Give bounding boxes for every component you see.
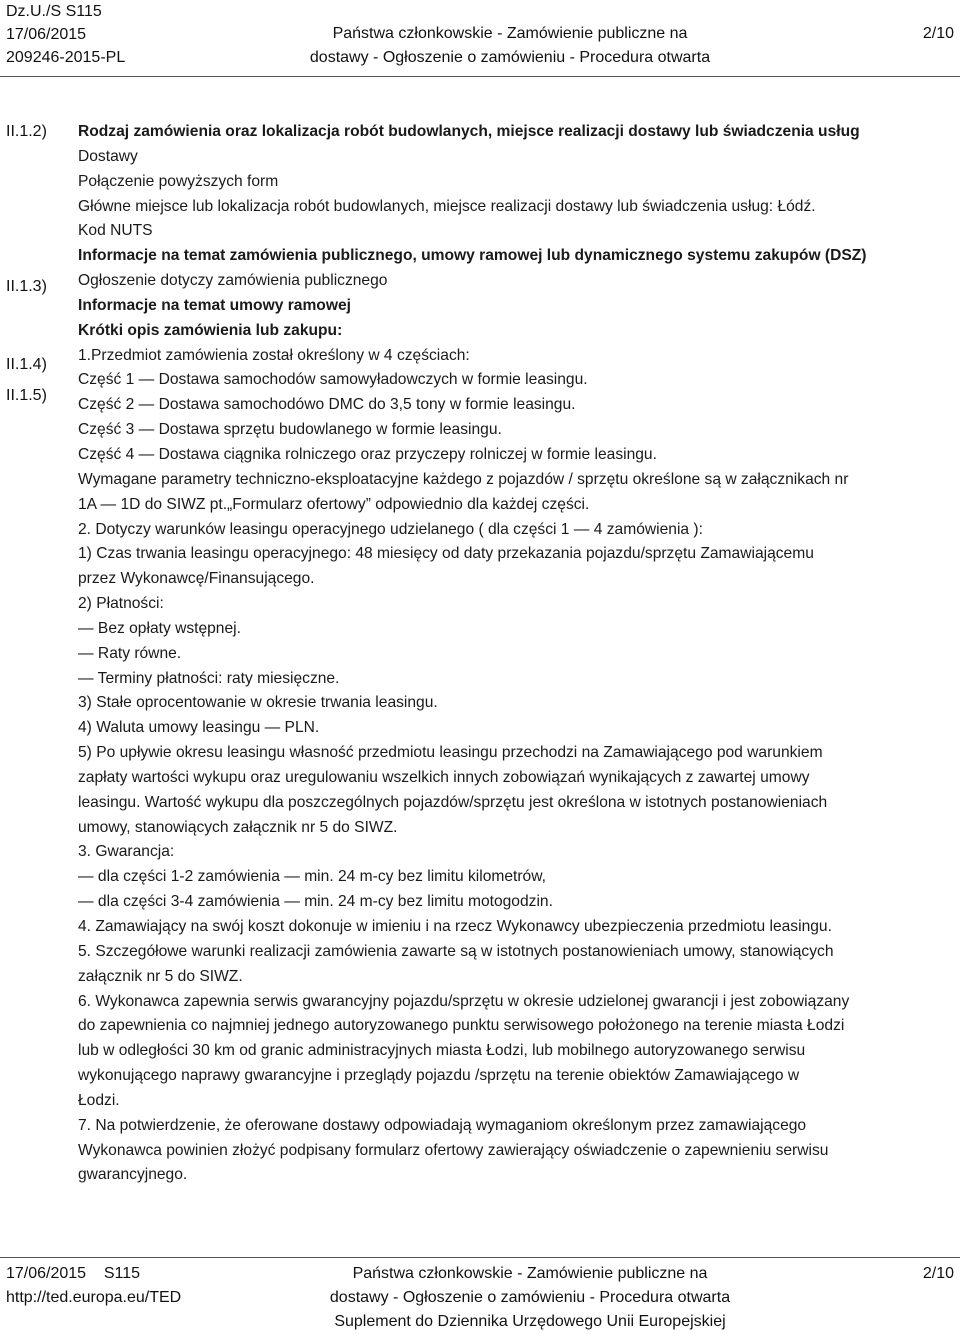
- description-line: leasingu. Wartość wykupu dla poszczególnych pojazdów/sprzętu jest określona w istotnych postanowieniach: [78, 793, 828, 811]
- description-line: 3) Stałe oprocentowanie w okresie trwania leasingu.: [78, 694, 438, 712]
- procurement-info-value: Ogłoszenie dotyczy zamówienia publicznego: [78, 272, 388, 290]
- footer-title-line1: Państwa członkowskie - Zamówienie publiczne na: [352, 1265, 708, 1282]
- description-line: — dla części 1-2 zamówienia — min. 24 m-cy bez limitu kilometrów,: [78, 868, 546, 886]
- description-line: 1A — 1D do SIWZ pt.„Formularz ofertowy” odpowiednio dla każdej części.: [78, 495, 590, 513]
- description-line: 1) Czas trwania leasingu operacyjnego: 48 miesięcy od daty przekazania pojazdu/sprzętu Zamawiającemu: [78, 545, 814, 563]
- section-number-ii-1-2: II.1.2): [6, 123, 47, 140]
- footer-divider: [0, 1257, 960, 1258]
- section-heading-framework: Informacje na temat umowy ramowej: [78, 296, 351, 314]
- notice-body: [78, 120, 958, 1188]
- footer-title-line2: dostawy - Ogłoszenie o zamówieniu - Procedura otwarta: [329, 1289, 731, 1306]
- description-lines: [78, 344, 958, 1189]
- footer-page-number: 2/10: [922, 1265, 954, 1282]
- description-line: zapłaty wartości wykupu oraz uregulowaniu wszelkich innych zobowiązań wynikających z zawartej umowy: [78, 768, 810, 786]
- footer-left: [6, 1262, 181, 1310]
- section-heading-contract-type: Rodzaj zamówienia oraz lokalizacja robót budowlanych, miejsce realizacji dostawy lub świadczenia usług: [78, 123, 860, 140]
- description-line: — Bez opłaty wstępnej.: [78, 619, 241, 637]
- description-line: 3. Gwarancja:: [78, 843, 175, 861]
- description-line: przez Wykonawcę/Finansującego.: [78, 570, 315, 588]
- description-line: 7. Na potwierdzenie, że oferowane dostawy odpowiadają wymaganiom określonym przez zamawiającego: [78, 1116, 807, 1134]
- header-journal: Dz.U./S S115: [6, 3, 102, 20]
- page-header: [0, 0, 960, 72]
- description-line: Część 3 — Dostawa sprzętu budowlanego w formie leasingu.: [78, 421, 502, 439]
- contract-type-value: Dostawy: [78, 147, 138, 165]
- description-line: umowy, stanowiących załącznik nr 5 do SIWZ.: [78, 818, 398, 836]
- description-line: — dla części 3-4 zamówienia — min. 24 m-cy bez limitu motogodzin.: [78, 893, 553, 911]
- footer-date-journal: [6, 1262, 181, 1286]
- description-line: Wykonawca powinien złożyć podpisany formularz ofertowy zawierający oświadczenie o zapewnieniu serwisu: [78, 1141, 829, 1159]
- description-line: — Terminy płatności: raty miesięczne.: [78, 669, 340, 687]
- description-line: do zapewnienia co najmniej jednego autoryzowanego punktu serwisowego położonego na terenie miasta Łodzi: [78, 1017, 845, 1035]
- delivery-location: Główne miejsce lub lokalizacja robót budowlanych, miejsce realizacji dostawy lub świadczenia usług: Łódź.: [78, 197, 816, 215]
- header-title: [260, 22, 760, 70]
- description-line: 4. Zamawiający na swój koszt dokonuje w imieniu i na rzecz Wykonawcy ubezpieczenia przedmiotu leasingu.: [78, 918, 832, 935]
- header-date: 17/06/2015: [6, 26, 87, 43]
- description-line: 6. Wykonawca zapewnia serwis gwarancyjny pojazdu/sprzętu w okresie udzielonej gwarancji i jest zobowiązany: [78, 992, 850, 1010]
- header-title-line1: Państwa członkowskie - Zamówienie publiczne na: [332, 25, 688, 42]
- contract-combination: Połączenie powyższych form: [78, 172, 279, 190]
- description-line: Część 1 — Dostawa samochodów samowyładowczych w formie leasingu.: [78, 371, 588, 389]
- description-line: 2) Płatności:: [78, 595, 164, 613]
- footer-title: [260, 1262, 800, 1334]
- header-left: [6, 0, 125, 69]
- header-title-line2: dostawy - Ogłoszenie o zamówieniu - Procedura otwarta: [309, 49, 711, 66]
- description-line: wykonującego naprawy gwarancyjne i przeglądy pojazdu /sprzętu na terenie obiektów Zamawiającego w: [78, 1067, 800, 1085]
- description-line: lub w odległości 30 km od granic administracyjnych miasta Łodzi, lub mobilnego autoryzowanego serwisu: [78, 1042, 806, 1060]
- page-footer: [0, 1262, 960, 1334]
- description-line: Łodzi.: [78, 1091, 120, 1109]
- header-page-number: 2/10: [922, 25, 954, 42]
- section-number-ii-1-3: II.1.3): [6, 278, 47, 295]
- description-line: 4) Waluta umowy leasingu — PLN.: [78, 719, 320, 737]
- section-number-ii-1-5: II.1.5): [6, 387, 47, 404]
- footer-journal: S115: [103, 1265, 141, 1282]
- footer-date: 17/06/2015: [6, 1265, 87, 1282]
- description-line: — Raty równe.: [78, 644, 182, 662]
- description-line: 1.Przedmiot zamówienia został określony w 4 częściach:: [78, 346, 470, 364]
- header-ref: 209246-2015-PL: [6, 49, 126, 66]
- description-line: 5. Szczegółowe warunki realizacji zamówienia zawarte są w istotnych postanowieniach umowy, stanowiących: [78, 942, 834, 960]
- section-number-ii-1-4: II.1.4): [6, 356, 47, 373]
- section-heading-short-description: Krótki opis zamówienia lub zakupu:: [78, 321, 343, 339]
- footer-title-line3: Suplement do Dziennika Urzędowego Unii Europejskiej: [334, 1313, 726, 1330]
- description-line: Wymagane parametry techniczno-eksploatacyjne każdego z pojazdów / sprzętu określone są w załącznikach nr: [78, 470, 849, 488]
- footer-url: http://ted.europa.eu/TED: [6, 1289, 182, 1306]
- description-line: załącznik nr 5 do SIWZ.: [78, 967, 243, 985]
- description-line: Część 2 — Dostawa samochodówo DMC do 3,5 tony w formie leasingu.: [78, 396, 576, 414]
- description-line: gwarancyjnego.: [78, 1166, 188, 1184]
- header-divider: [0, 76, 960, 77]
- nuts-code-label: Kod NUTS: [78, 222, 153, 240]
- description-line: 2. Dotyczy warunków leasingu operacyjnego udzielanego ( dla części 1 — 4 zamówienia ):: [78, 520, 703, 538]
- section-heading-procurement-info: Informacje na temat zamówienia publicznego, umowy ramowej lub dynamicznego systemu zakupów (DSZ): [78, 247, 867, 265]
- description-line: 5) Po upływie okresu leasingu własność przedmiotu leasingu przechodzi na Zamawiającego pod warunkiem: [78, 744, 823, 762]
- description-line: Część 4 — Dostawa ciągnika rolniczego oraz przyczepy rolniczej w formie leasingu.: [78, 445, 657, 463]
